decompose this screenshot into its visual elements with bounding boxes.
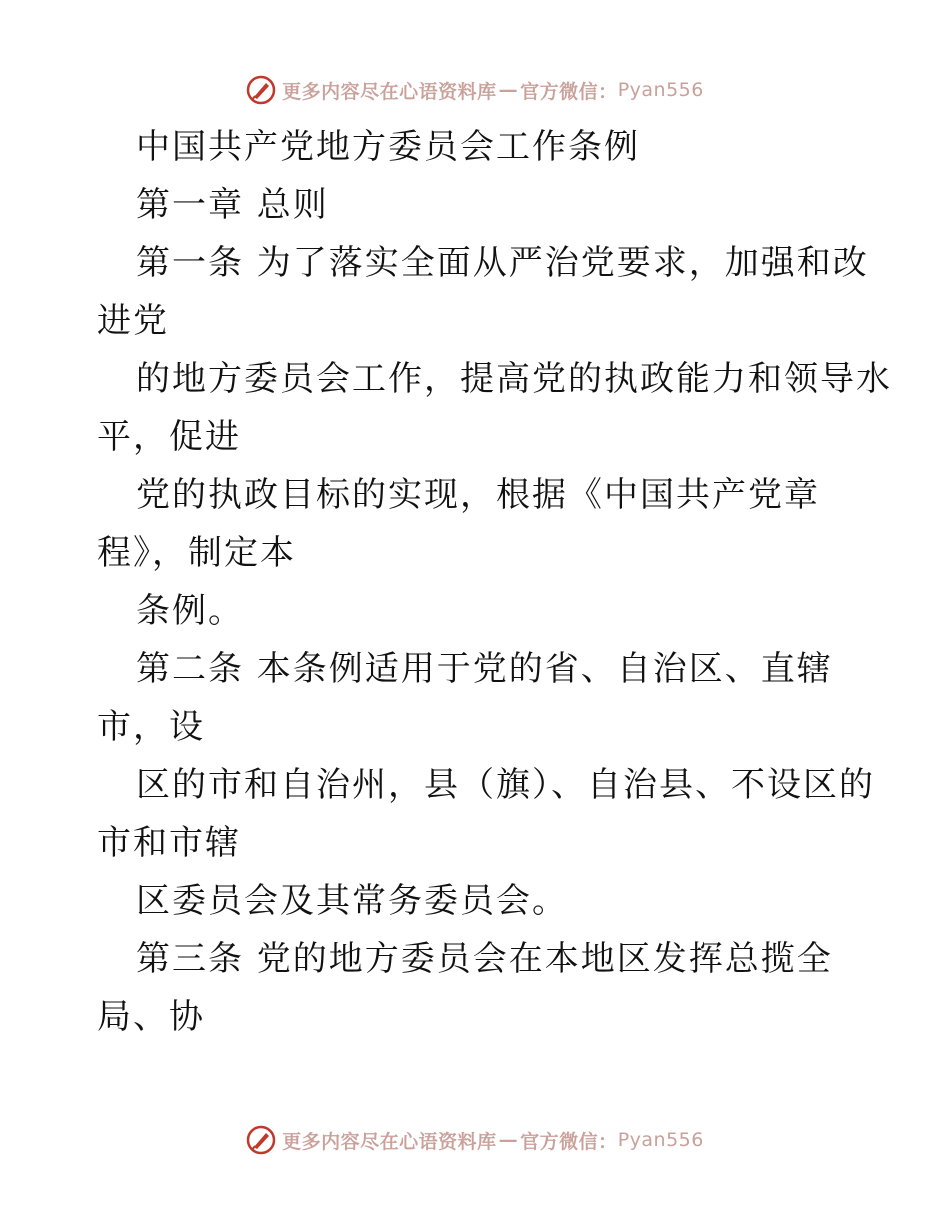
header-watermark	[0, 70, 950, 110]
paragraph-line: 进党	[97, 301, 169, 341]
chapter-heading: 第一章 总则	[136, 185, 329, 225]
paragraph-line: 的地方委员会工作，提高党的执政能力和领导水	[136, 359, 892, 399]
paragraph-line: 市和市辖	[97, 823, 241, 863]
document-title: 中国共产党地方委员会工作条例	[136, 127, 640, 167]
paragraph-line: 区委员会及其常务委员会。	[136, 881, 568, 921]
watermark-wechat-id: Pyan556	[617, 79, 704, 101]
paragraph-line: 党的执政目标的实现，根据《中国共产党章	[136, 475, 820, 515]
feather-pen-logo-icon	[246, 1125, 276, 1155]
paragraph-line: 平，促进	[97, 417, 241, 457]
footer-watermark	[0, 1120, 950, 1160]
watermark-wechat-id: Pyan556	[617, 1129, 704, 1151]
watermark-label: 官方微信：	[520, 80, 618, 103]
watermark-cn-text: 更多内容尽在心语资料库	[282, 1130, 497, 1153]
paragraph-line: 第三条 党的地方委员会在本地区发挥总揽全	[136, 939, 833, 979]
paragraph-line: 区的市和自治州，县（旗）、自治县、不设区的	[136, 765, 875, 805]
paragraph-line: 局、协	[97, 997, 205, 1037]
paragraph-line: 程》，制定本	[97, 533, 296, 573]
watermark-cn-text: 更多内容尽在心语资料库	[282, 80, 497, 103]
paragraph-line: 条例。	[136, 591, 244, 631]
feather-pen-logo-icon	[246, 75, 276, 105]
watermark-dash: —	[498, 79, 519, 101]
paragraph-line: 市，设	[97, 707, 205, 747]
paragraph-line: 第一条 为了落实全面从严治党要求，加强和改	[136, 243, 869, 283]
paragraph-line: 第二条 本条例适用于党的省、自治区、直辖	[136, 649, 833, 689]
watermark-label: 官方微信：	[520, 1130, 618, 1153]
watermark-dash: —	[498, 1129, 519, 1151]
